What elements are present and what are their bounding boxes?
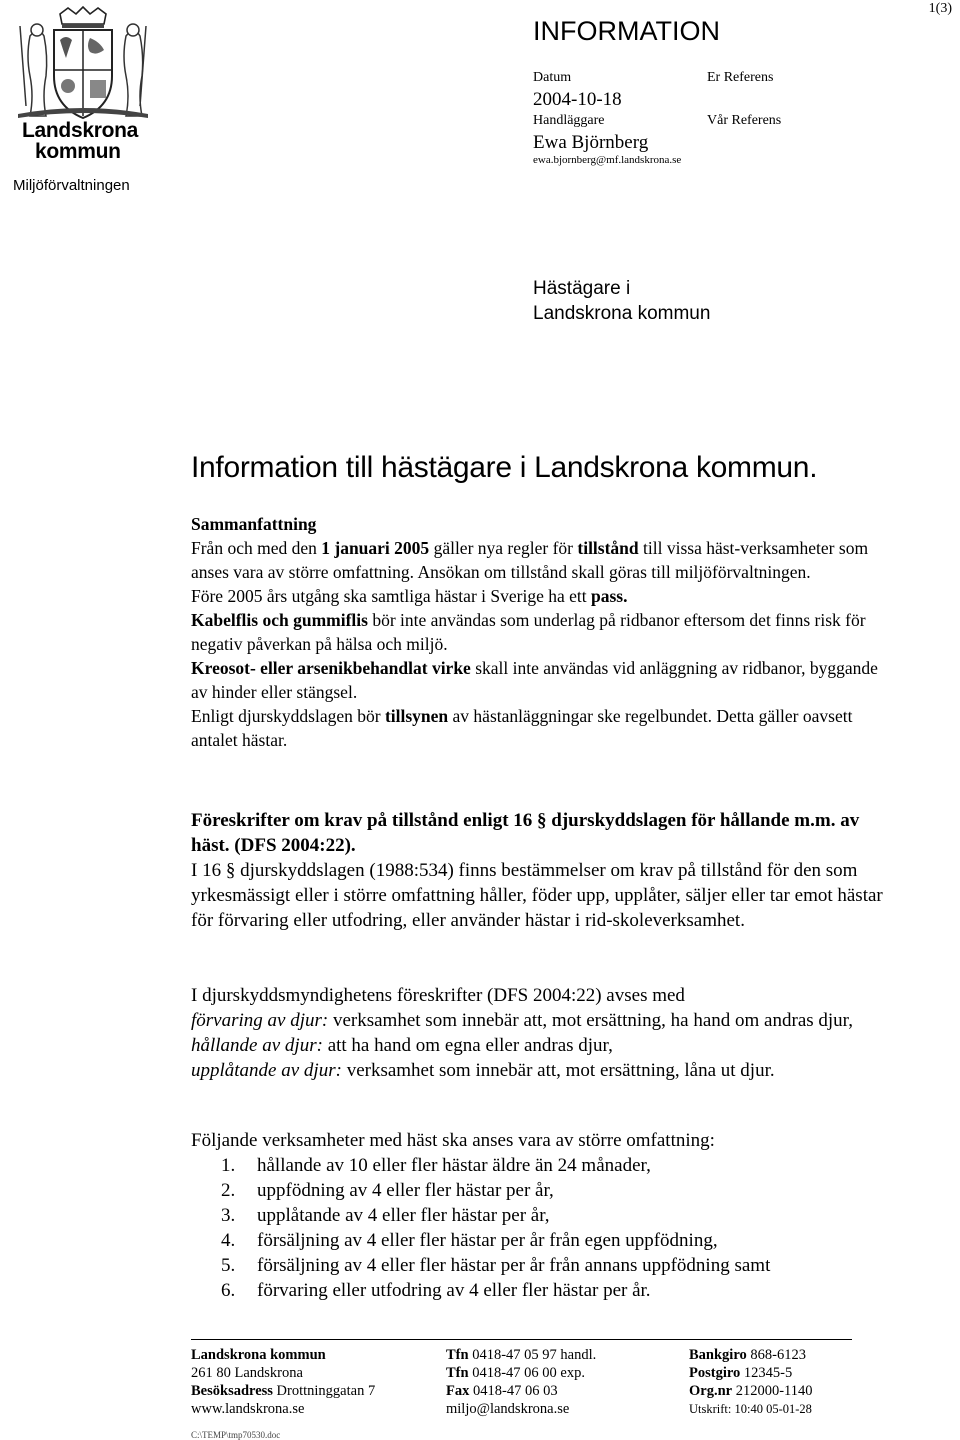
footer-address-block (191, 1346, 375, 1418)
datum-label: Datum (533, 70, 572, 85)
footer-print-time: Utskrift: 10:40 05-01-28 (689, 1402, 812, 1416)
var-referens-label: Vår Referens (707, 113, 782, 128)
regulations-title: Föreskrifter om krav på tillstånd enligt 16 § djurskyddslagen för hållande m.m. av häst. (DFS 2004:22). (191, 810, 860, 856)
criteria-item (221, 1203, 891, 1228)
criteria-item-number: 3. (221, 1205, 236, 1226)
criteria-intro: Följande verksamheter med häst ska anses vara av större omfattning: (191, 1130, 715, 1151)
criteria-item-number: 2. (221, 1180, 236, 1201)
footer-email[interactable]: miljo@landskrona.se (446, 1401, 570, 1417)
criteria-item-number: 4. (221, 1230, 236, 1251)
department-name: Miljöförvaltningen (13, 177, 130, 194)
summary-paragraph-1: Från och med den 1 januari 2005 gäller nya regler för tillstånd till vissa häst-verksamheter som anses vara av större omfattning. Ansökan om tillstånd skall göras till miljöförvaltningen. (191, 538, 869, 582)
definitions-section (191, 983, 891, 1083)
footer-org: Landskrona kommun (191, 1347, 326, 1363)
footer-visit-address: Besöksadress Drottninggatan 7 (191, 1383, 376, 1399)
criteria-item-text: förvaring eller utfodring av 4 eller fler hästar per år. (257, 1280, 651, 1301)
footer-phone-exp: Tfn 0418-47 06 00 exp. (446, 1365, 585, 1381)
regulations-section (191, 808, 891, 933)
footer-contact-block (446, 1346, 596, 1418)
criteria-item-number: 1. (221, 1155, 236, 1176)
criteria-section (191, 1128, 891, 1303)
document-type-title: INFORMATION (533, 16, 720, 46)
criteria-item-text: försäljning av 4 eller fler hästar per år från egen uppfödning, (257, 1230, 718, 1251)
criteria-item-number: 6. (221, 1280, 236, 1301)
definition-forvaring: förvaring av djur: verksamhet som innebär att, mot ersättning, ha hand om andras djur, (191, 1010, 853, 1031)
document-heading: Information till hästägare i Landskrona kommun. (191, 451, 818, 484)
summary-paragraph-3: Kabelflis och gummiflis bör inte användas som underlag på ridbanor eftersom det finns risk för negativ påverkan på hälsa och miljö. (191, 610, 866, 654)
criteria-list (221, 1153, 891, 1303)
footer-bankgiro: Bankgiro 868-6123 (689, 1347, 806, 1363)
footer-postal: 261 80 Landskrona (191, 1365, 303, 1381)
er-referens-label: Er Referens (707, 70, 774, 85)
footer-divider (191, 1339, 852, 1340)
criteria-item (221, 1278, 891, 1303)
footer-orgnr: Org.nr 212000-1140 (689, 1383, 813, 1399)
handlaggare-email: ewa.bjornberg@mf.landskrona.se (533, 154, 682, 166)
footer-postgiro: Postgiro 12345-5 (689, 1365, 793, 1381)
footer-fax: Fax 0418-47 06 03 (446, 1383, 558, 1399)
handlaggare-value: Ewa Björnberg (533, 132, 649, 153)
criteria-item (221, 1178, 891, 1203)
recipient-line-2: Landskrona kommun (533, 303, 711, 324)
recipient-address (533, 276, 710, 326)
definition-upplatande: upplåtande av djur: verksamhet som innebär att, mot ersättning, låna ut djur. (191, 1060, 775, 1081)
criteria-item-text: uppfödning av 4 eller fler hästar per år, (257, 1180, 554, 1201)
footer-bank-block (689, 1346, 813, 1418)
criteria-item-number: 5. (221, 1255, 236, 1276)
footer-website[interactable]: www.landskrona.se (191, 1401, 305, 1417)
summary-section (191, 512, 891, 752)
criteria-item (221, 1253, 891, 1278)
datum-value: 2004-10-18 (533, 89, 622, 110)
definition-hallande: hållande av djur: att ha hand om egna eller andras djur, (191, 1035, 613, 1056)
criteria-item (221, 1153, 891, 1178)
page-number: 1(3) (928, 1, 952, 16)
file-path: C:\TEMP\tmp70530.doc (191, 1430, 281, 1440)
definitions-intro: I djurskyddsmyndighetens föreskrifter (DFS 2004:22) avses med (191, 985, 685, 1006)
criteria-item (221, 1228, 891, 1253)
summary-title: Sammanfattning (191, 514, 317, 534)
footer-phone-handl: Tfn 0418-47 05 97 handl. (446, 1347, 597, 1363)
recipient-line-1: Hästägare i (533, 278, 631, 299)
logo-wordmark: Landskrona kommun (22, 119, 139, 163)
regulations-paragraph: I 16 § djurskyddslagen (1988:534) finns bestämmelser om krav på tillstånd för den som yrkesmässigt eller i större omfattning håller, föder upp, upplåter, säljer eller tar emot hästar för förvaring eller utfodring, eller använder hästar i rid-skoleverksamhet. (191, 860, 883, 931)
criteria-item-text: försäljning av 4 eller fler hästar per år från annans uppfödning samt (257, 1255, 771, 1276)
criteria-item-text: hållande av 10 eller fler hästar äldre än 24 månader, (257, 1155, 651, 1176)
summary-paragraph-4: Kreosot- eller arsenikbehandlat virke skall inte användas vid anläggning av ridbanor, byggande av hinder eller stängsel. (191, 658, 878, 702)
summary-paragraph-5: Enligt djurskyddslagen bör tillsynen av hästanläggningar ske regelbundet. Detta gäller oavsett antalet hästar. (191, 706, 853, 750)
criteria-item-text: upplåtande av 4 eller fler hästar per år, (257, 1205, 550, 1226)
summary-paragraph-2: Före 2005 års utgång ska samtliga hästar i Sverige ha ett pass. (191, 586, 628, 606)
handlaggare-label: Handläggare (533, 113, 605, 128)
